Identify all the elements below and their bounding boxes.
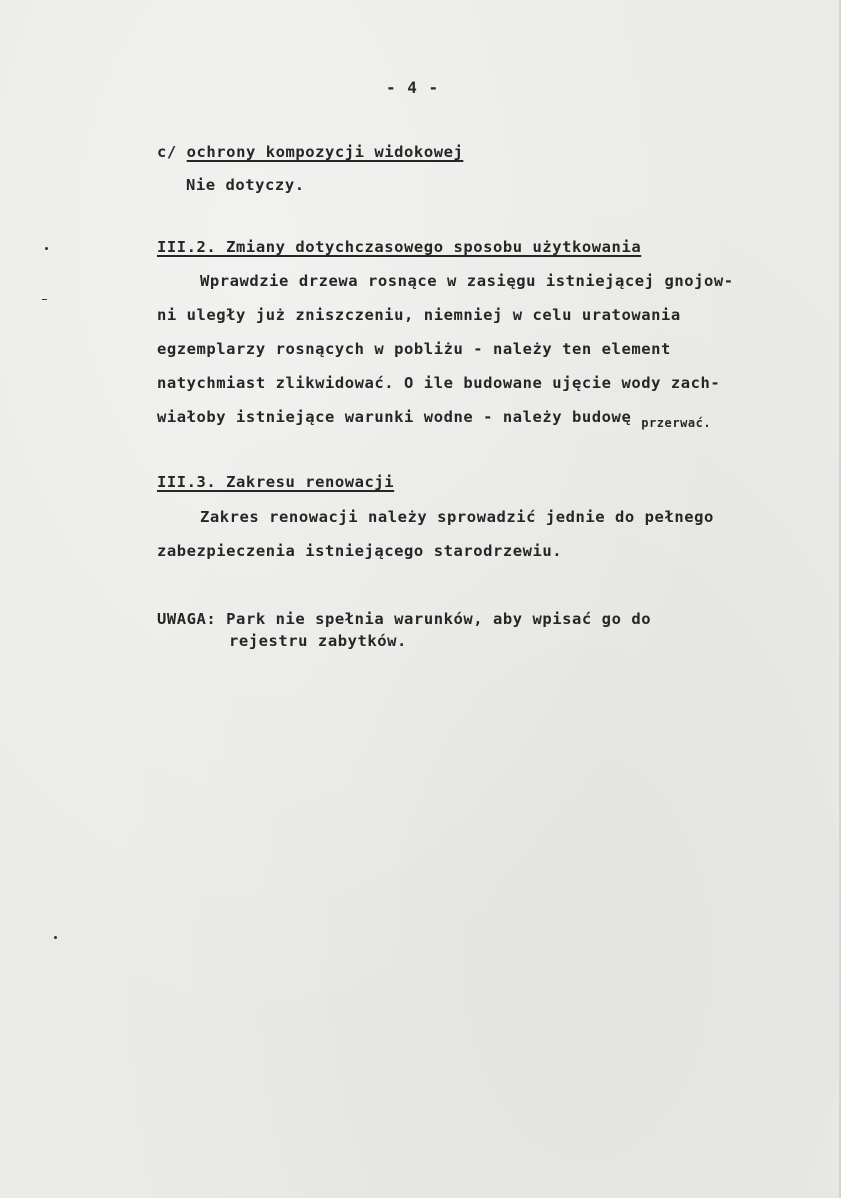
section-3-2-line-2: ni uległy już zniszczeniu, niemniej w celu uratowania bbox=[157, 306, 681, 324]
section-3-2-line-5-wrap bbox=[157, 408, 712, 430]
note-line-2: rejestru zabytków. bbox=[229, 632, 407, 650]
note-label: UWAGA: bbox=[157, 610, 217, 628]
section-3-2-line-5: wiałoby istniejące warunki wodne - należy budowę bbox=[157, 408, 632, 426]
section-3-2-line-4: natychmiast zlikwidować. O ile budowane ujęcie wody zach- bbox=[157, 374, 721, 392]
section-3-2-last-word: przerwać. bbox=[641, 416, 712, 430]
section-c-heading: ochrony kompozycji widokowej bbox=[186, 143, 464, 161]
note-text-1: Park nie spełnia warunków, aby wpisać go do bbox=[216, 610, 652, 628]
scan-speck bbox=[54, 936, 57, 939]
section-3-3-line-2: zabezpieczenia istniejącego starodrzewiu. bbox=[157, 542, 563, 560]
scan-speck bbox=[45, 247, 48, 250]
section-3-2-heading: III.2. Zmiany dotychczasowego sposobu użytkowania bbox=[157, 238, 642, 256]
section-c-prefix: c/ bbox=[157, 143, 187, 161]
section-3-3-heading: III.3. Zakresu renowacji bbox=[157, 473, 395, 491]
page-number: - 4 - bbox=[386, 78, 440, 97]
section-3-2-line-3: egzemplarzy rosnących w pobliżu - należy ten element bbox=[157, 340, 671, 358]
section-c-heading-line bbox=[157, 143, 463, 161]
section-3-3-line-1: Zakres renowacji należy sprowadzić jednie do pełnego bbox=[200, 508, 714, 526]
section-c-body: Nie dotyczy. bbox=[186, 176, 305, 194]
section-3-2-line-1: Wprawdzie drzewa rosnące w zasięgu istniejącej gnojow- bbox=[200, 272, 734, 290]
note-line-1 bbox=[157, 610, 651, 628]
scan-speck bbox=[42, 299, 47, 300]
